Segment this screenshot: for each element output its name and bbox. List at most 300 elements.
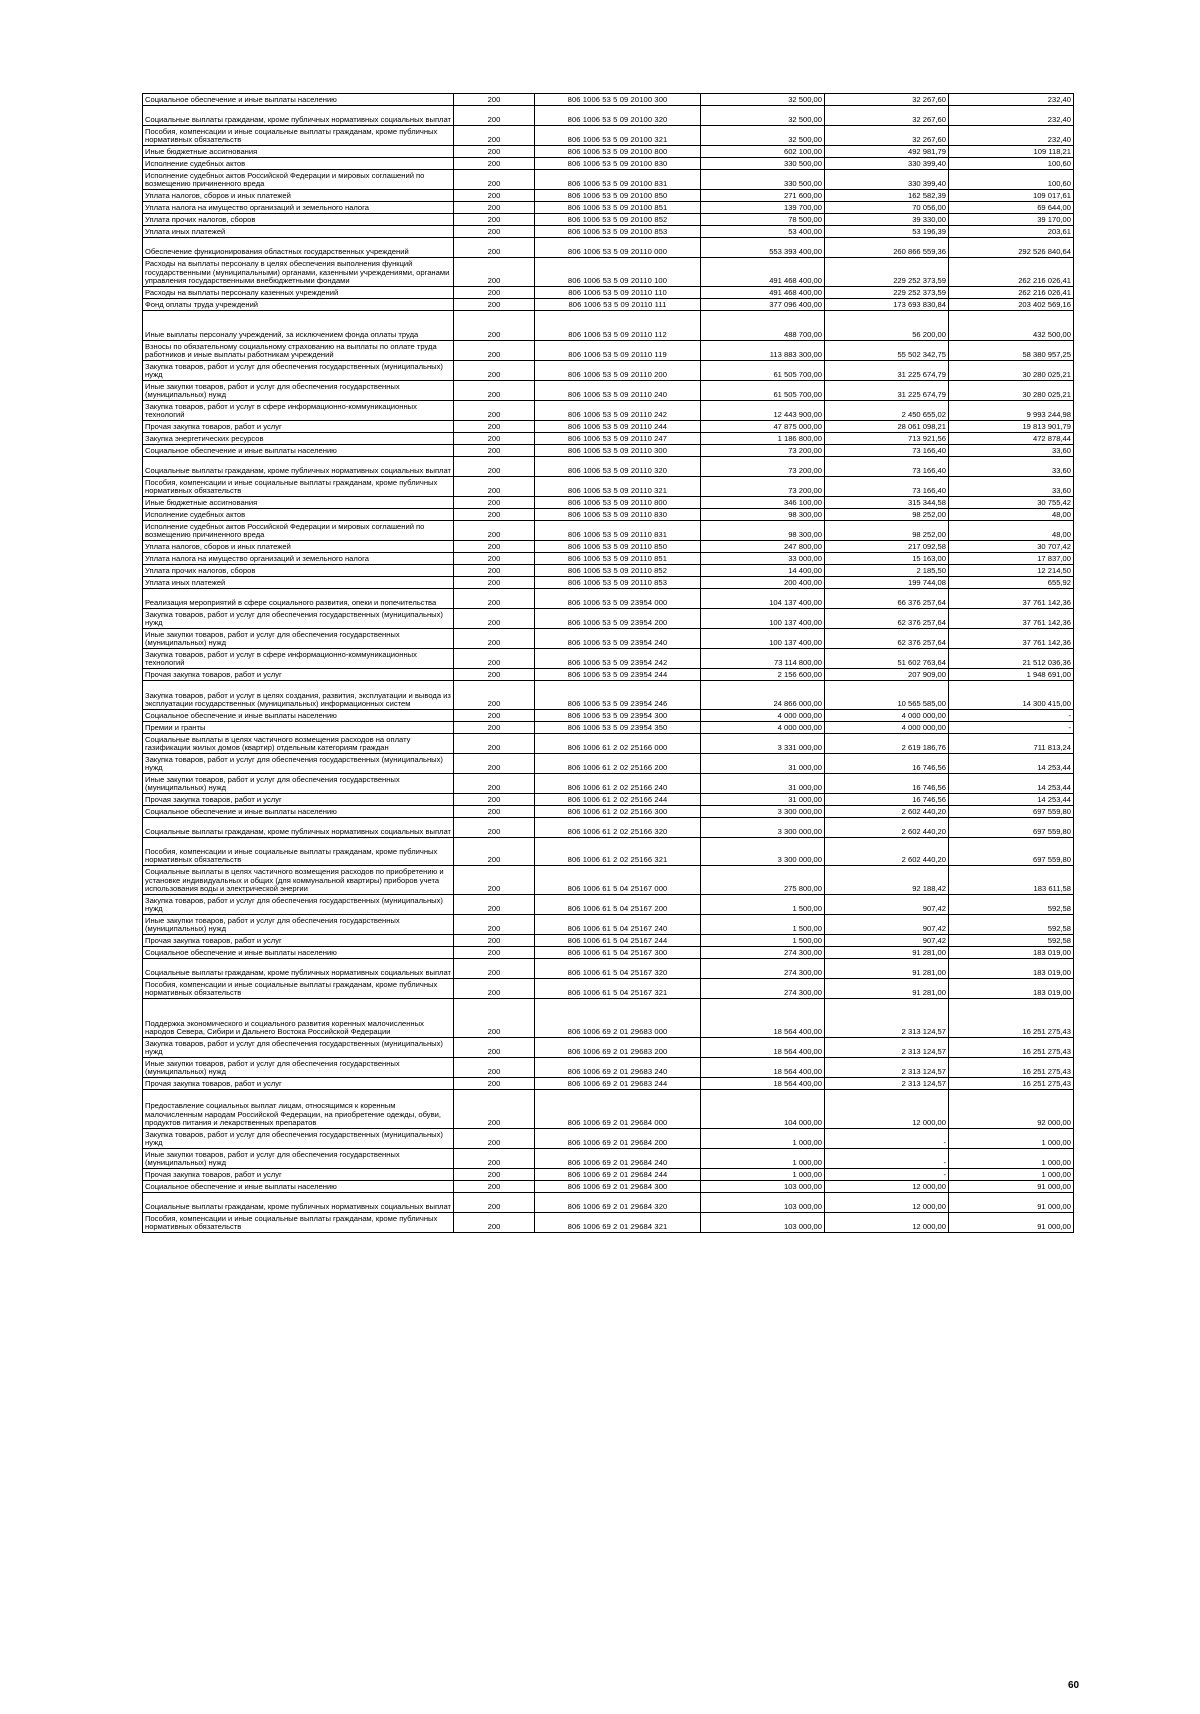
table-row [143, 238, 1074, 258]
executed-amount-cell: 162 582,39 [825, 190, 949, 202]
line-code-cell: 200 [454, 287, 535, 299]
line-code-cell: 200 [454, 979, 535, 999]
unexecuted-amount-cell: 14 253,44 [949, 774, 1074, 794]
approved-amount-cell: 4 000 000,00 [701, 722, 825, 734]
expense-name-cell: Пособия, компенсации и иные социальные выплаты гражданам, кроме публичных нормативных обязательств [143, 838, 454, 866]
expense-name-cell: Поддержка экономического и социального развития коренных малочисленных народов Севера, Сибири и Дальнего Востока Российской Федерации [143, 999, 454, 1038]
executed-amount-cell: 2 313 124,57 [825, 1038, 949, 1058]
line-code-cell: 200 [454, 589, 535, 609]
line-code-cell: 200 [454, 401, 535, 421]
executed-amount-cell: 229 252 373,59 [825, 287, 949, 299]
budget-classification-cell: 806 1006 53 5 09 20110 852 [535, 565, 701, 577]
expense-name-cell: Социальные выплаты гражданам, кроме публичных нормативных социальных выплат [143, 959, 454, 979]
line-code-cell: 200 [454, 361, 535, 381]
approved-amount-cell: 1 000,00 [701, 1169, 825, 1181]
approved-amount-cell: 103 000,00 [701, 1181, 825, 1193]
table-row [143, 1058, 1074, 1078]
budget-classification-cell: 806 1006 53 5 09 20110 830 [535, 509, 701, 521]
executed-amount-cell: 12 000,00 [825, 1213, 949, 1233]
approved-amount-cell: 103 000,00 [701, 1213, 825, 1233]
executed-amount-cell: 260 866 559,36 [825, 238, 949, 258]
approved-amount-cell: 602 100,00 [701, 146, 825, 158]
unexecuted-amount-cell: 16 251 275,43 [949, 999, 1074, 1038]
line-code-cell: 200 [454, 146, 535, 158]
unexecuted-amount-cell: 183 019,00 [949, 947, 1074, 959]
expense-name-cell: Иные закупки товаров, работ и услуг для обеспечения государственных (муниципальных) нужд [143, 381, 454, 401]
expense-name-cell: Расходы на выплаты персоналу в целях обеспечения выполнения функций государственными (муниципальными) органами, казенными учреждениями, органами управления государственными внебюджетными фондами [143, 258, 454, 287]
line-code-cell: 200 [454, 999, 535, 1038]
budget-classification-cell: 806 1006 61 2 02 25166 300 [535, 806, 701, 818]
approved-amount-cell: 104 000,00 [701, 1090, 825, 1129]
approved-amount-cell: 31 000,00 [701, 794, 825, 806]
approved-amount-cell: 330 500,00 [701, 170, 825, 190]
expense-name-cell: Прочая закупка товаров, работ и услуг [143, 794, 454, 806]
approved-amount-cell: 2 156 600,00 [701, 669, 825, 681]
executed-amount-cell: 12 000,00 [825, 1090, 949, 1129]
line-code-cell: 200 [454, 649, 535, 669]
table-row [143, 433, 1074, 445]
table-row [143, 94, 1074, 106]
expense-name-cell: Пособия, компенсации и иные социальные выплаты гражданам, кроме публичных нормативных обязательств [143, 126, 454, 146]
approved-amount-cell: 200 400,00 [701, 577, 825, 589]
table-row [143, 361, 1074, 381]
expense-name-cell: Исполнение судебных актов [143, 158, 454, 170]
budget-classification-cell: 806 1006 61 5 04 25167 321 [535, 979, 701, 999]
budget-classification-cell: 806 1006 53 5 09 23954 246 [535, 681, 701, 710]
approved-amount-cell: 139 700,00 [701, 202, 825, 214]
table-row [143, 609, 1074, 629]
expense-name-cell: Закупка товаров, работ и услуг в сфере информационно-коммуникационных технологий [143, 401, 454, 421]
expense-name-cell: Расходы на выплаты персоналу казенных учреждений [143, 287, 454, 299]
table-row [143, 734, 1074, 754]
executed-amount-cell: - [825, 1169, 949, 1181]
executed-amount-cell: 2 602 440,20 [825, 806, 949, 818]
unexecuted-amount-cell: 203,61 [949, 226, 1074, 238]
table-row [143, 553, 1074, 565]
budget-classification-cell: 806 1006 53 5 09 20110 800 [535, 497, 701, 509]
line-code-cell: 200 [454, 214, 535, 226]
executed-amount-cell: 31 225 674,79 [825, 361, 949, 381]
budget-classification-cell: 806 1006 53 5 09 23954 350 [535, 722, 701, 734]
approved-amount-cell: 98 300,00 [701, 521, 825, 541]
expense-name-cell: Социальное обеспечение и иные выплаты населению [143, 947, 454, 959]
expense-name-cell: Уплата иных платежей [143, 226, 454, 238]
executed-amount-cell: 2 602 440,20 [825, 818, 949, 838]
approved-amount-cell: 1 500,00 [701, 935, 825, 947]
approved-amount-cell: 33 000,00 [701, 553, 825, 565]
line-code-cell: 200 [454, 126, 535, 146]
unexecuted-amount-cell: 91 000,00 [949, 1181, 1074, 1193]
unexecuted-amount-cell: 432 500,00 [949, 311, 1074, 341]
approved-amount-cell: 73 114 800,00 [701, 649, 825, 669]
executed-amount-cell: 2 313 124,57 [825, 999, 949, 1038]
unexecuted-amount-cell: 48,00 [949, 521, 1074, 541]
unexecuted-amount-cell: 183 611,58 [949, 866, 1074, 895]
executed-amount-cell: 39 330,00 [825, 214, 949, 226]
table-row [143, 1090, 1074, 1129]
budget-classification-cell: 806 1006 69 2 01 29683 240 [535, 1058, 701, 1078]
line-code-cell: 200 [454, 959, 535, 979]
line-code-cell: 200 [454, 158, 535, 170]
unexecuted-amount-cell: 37 761 142,36 [949, 609, 1074, 629]
budget-classification-cell: 806 1006 69 2 01 29684 000 [535, 1090, 701, 1129]
unexecuted-amount-cell: 697 559,80 [949, 806, 1074, 818]
unexecuted-amount-cell: 1 000,00 [949, 1169, 1074, 1181]
executed-amount-cell: 53 196,39 [825, 226, 949, 238]
table-row [143, 106, 1074, 126]
executed-amount-cell: 98 252,00 [825, 509, 949, 521]
line-code-cell: 200 [454, 1058, 535, 1078]
expense-name-cell: Социальное обеспечение и иные выплаты населению [143, 1181, 454, 1193]
unexecuted-amount-cell: 21 512 036,36 [949, 649, 1074, 669]
unexecuted-amount-cell: 14 253,44 [949, 794, 1074, 806]
approved-amount-cell: 274 300,00 [701, 947, 825, 959]
table-row [143, 287, 1074, 299]
approved-amount-cell: 61 505 700,00 [701, 361, 825, 381]
line-code-cell: 200 [454, 866, 535, 895]
executed-amount-cell: 91 281,00 [825, 959, 949, 979]
table-row [143, 1181, 1074, 1193]
approved-amount-cell: 491 468 400,00 [701, 287, 825, 299]
line-code-cell: 200 [454, 497, 535, 509]
budget-classification-cell: 806 1006 53 5 09 20110 850 [535, 541, 701, 553]
table-row [143, 959, 1074, 979]
table-row [143, 818, 1074, 838]
approved-amount-cell: 53 400,00 [701, 226, 825, 238]
expense-name-cell: Исполнение судебных актов Российской Федерации и мировых соглашений по возмещению причиненного вреда [143, 521, 454, 541]
budget-classification-cell: 806 1006 61 2 02 25166 244 [535, 794, 701, 806]
unexecuted-amount-cell: 100,60 [949, 170, 1074, 190]
line-code-cell: 200 [454, 722, 535, 734]
line-code-cell: 200 [454, 311, 535, 341]
unexecuted-amount-cell: 655,92 [949, 577, 1074, 589]
line-code-cell: 200 [454, 1169, 535, 1181]
table-row [143, 170, 1074, 190]
table-row [143, 299, 1074, 311]
line-code-cell: 200 [454, 794, 535, 806]
unexecuted-amount-cell: 69 644,00 [949, 202, 1074, 214]
unexecuted-amount-cell: 37 761 142,36 [949, 629, 1074, 649]
line-code-cell: 200 [454, 629, 535, 649]
budget-classification-cell: 806 1006 53 5 09 20100 831 [535, 170, 701, 190]
table-row [143, 158, 1074, 170]
expense-name-cell: Закупка товаров, работ и услуг для обеспечения государственных (муниципальных) нужд [143, 895, 454, 915]
approved-amount-cell: 18 564 400,00 [701, 1058, 825, 1078]
line-code-cell: 200 [454, 226, 535, 238]
expense-name-cell: Социальное обеспечение и иные выплаты населению [143, 94, 454, 106]
approved-amount-cell: 24 866 000,00 [701, 681, 825, 710]
unexecuted-amount-cell: 16 251 275,43 [949, 1078, 1074, 1090]
table-row [143, 669, 1074, 681]
unexecuted-amount-cell: 203 402 569,16 [949, 299, 1074, 311]
executed-amount-cell: 56 200,00 [825, 311, 949, 341]
approved-amount-cell: 3 300 000,00 [701, 818, 825, 838]
line-code-cell: 200 [454, 681, 535, 710]
executed-amount-cell: 12 000,00 [825, 1181, 949, 1193]
table-row [143, 214, 1074, 226]
table-row [143, 935, 1074, 947]
executed-amount-cell: 2 602 440,20 [825, 838, 949, 866]
executed-amount-cell: 330 399,40 [825, 170, 949, 190]
executed-amount-cell: 28 061 098,21 [825, 421, 949, 433]
executed-amount-cell: 907,42 [825, 895, 949, 915]
expense-name-cell: Иные закупки товаров, работ и услуг для обеспечения государственных (муниципальных) нужд [143, 1149, 454, 1169]
unexecuted-amount-cell: 592,58 [949, 935, 1074, 947]
line-code-cell: 200 [454, 509, 535, 521]
line-code-cell: 200 [454, 1181, 535, 1193]
line-code-cell: 200 [454, 258, 535, 287]
budget-classification-cell: 806 1006 69 2 01 29683 200 [535, 1038, 701, 1058]
unexecuted-amount-cell: 16 251 275,43 [949, 1058, 1074, 1078]
expense-name-cell: Прочая закупка товаров, работ и услуг [143, 1169, 454, 1181]
approved-amount-cell: 553 393 400,00 [701, 238, 825, 258]
expense-name-cell: Социальное обеспечение и иные выплаты населению [143, 445, 454, 457]
unexecuted-amount-cell: 92 000,00 [949, 1090, 1074, 1129]
approved-amount-cell: 491 468 400,00 [701, 258, 825, 287]
line-code-cell: 200 [454, 299, 535, 311]
unexecuted-amount-cell: 232,40 [949, 126, 1074, 146]
budget-classification-cell: 806 1006 69 2 01 29684 320 [535, 1193, 701, 1213]
unexecuted-amount-cell: 232,40 [949, 106, 1074, 126]
unexecuted-amount-cell: 100,60 [949, 158, 1074, 170]
executed-amount-cell: 73 166,40 [825, 457, 949, 477]
expense-name-cell: Пособия, компенсации и иные социальные выплаты гражданам, кроме публичных нормативных обязательств [143, 477, 454, 497]
expense-name-cell: Социальное обеспечение и иные выплаты населению [143, 806, 454, 818]
budget-classification-cell: 806 1006 53 5 09 20100 852 [535, 214, 701, 226]
approved-amount-cell: 1 500,00 [701, 895, 825, 915]
approved-amount-cell: 32 500,00 [701, 106, 825, 126]
budget-classification-cell: 806 1006 69 2 01 29683 244 [535, 1078, 701, 1090]
table-row [143, 754, 1074, 774]
line-code-cell: 200 [454, 838, 535, 866]
unexecuted-amount-cell: 109 118,21 [949, 146, 1074, 158]
table-row [143, 565, 1074, 577]
executed-amount-cell: 907,42 [825, 915, 949, 935]
executed-amount-cell: 31 225 674,79 [825, 381, 949, 401]
budget-classification-cell: 806 1006 53 5 09 20110 300 [535, 445, 701, 457]
approved-amount-cell: 98 300,00 [701, 509, 825, 521]
table-row [143, 915, 1074, 935]
expense-name-cell: Социальные выплаты в целях частичного возмещения расходов по приобретению и установке индивидуальных и общих (для коммунальной квартиры) приборов учета использования воды и электрической энергии [143, 866, 454, 895]
table-row [143, 1213, 1074, 1233]
expense-name-cell: Взносы по обязательному социальному страхованию на выплаты по оплате труда работников и иные выплаты работникам учреждений [143, 341, 454, 361]
table-row [143, 629, 1074, 649]
approved-amount-cell: 274 300,00 [701, 959, 825, 979]
table-row [143, 421, 1074, 433]
expense-name-cell: Иные закупки товаров, работ и услуг для обеспечения государственных (муниципальных) нужд [143, 774, 454, 794]
executed-amount-cell: 70 056,00 [825, 202, 949, 214]
unexecuted-amount-cell: 262 216 026,41 [949, 258, 1074, 287]
line-code-cell: 200 [454, 754, 535, 774]
budget-classification-cell: 806 1006 53 5 09 20110 000 [535, 238, 701, 258]
expense-name-cell: Закупка товаров, работ и услуг для обеспечения государственных (муниципальных) нужд [143, 609, 454, 629]
expense-name-cell: Премии и гранты [143, 722, 454, 734]
budget-classification-cell: 806 1006 53 5 09 23954 242 [535, 649, 701, 669]
unexecuted-amount-cell: 183 019,00 [949, 959, 1074, 979]
line-code-cell: 200 [454, 1213, 535, 1233]
unexecuted-amount-cell: 12 214,50 [949, 565, 1074, 577]
line-code-cell: 200 [454, 806, 535, 818]
budget-classification-cell: 806 1006 53 5 09 23954 300 [535, 710, 701, 722]
executed-amount-cell: 217 092,58 [825, 541, 949, 553]
table-row [143, 589, 1074, 609]
line-code-cell: 200 [454, 477, 535, 497]
executed-amount-cell: 330 399,40 [825, 158, 949, 170]
table-row [143, 1193, 1074, 1213]
expense-name-cell: Закупка товаров, работ и услуг для обеспечения государственных (муниципальных) нужд [143, 1129, 454, 1149]
table-row [143, 202, 1074, 214]
executed-amount-cell: 2 619 186,76 [825, 734, 949, 754]
expense-name-cell: Уплата иных платежей [143, 577, 454, 589]
table-row [143, 226, 1074, 238]
unexecuted-amount-cell: 48,00 [949, 509, 1074, 521]
line-code-cell: 200 [454, 381, 535, 401]
expense-name-cell: Пособия, компенсации и иные социальные выплаты гражданам, кроме публичных нормативных обязательств [143, 1213, 454, 1233]
unexecuted-amount-cell: 30 280 025,21 [949, 381, 1074, 401]
budget-classification-cell: 806 1006 61 2 02 25166 200 [535, 754, 701, 774]
expense-name-cell: Реализация мероприятий в сфере социального развития, опеки и попечительства [143, 589, 454, 609]
unexecuted-amount-cell: 697 559,80 [949, 838, 1074, 866]
unexecuted-amount-cell: 472 878,44 [949, 433, 1074, 445]
line-code-cell: 200 [454, 1090, 535, 1129]
budget-classification-cell: 806 1006 53 5 09 23954 240 [535, 629, 701, 649]
executed-amount-cell: 32 267,60 [825, 126, 949, 146]
budget-classification-cell: 806 1006 69 2 01 29684 300 [535, 1181, 701, 1193]
table-row [143, 126, 1074, 146]
table-row [143, 1129, 1074, 1149]
budget-classification-cell: 806 1006 61 2 02 25166 000 [535, 734, 701, 754]
executed-amount-cell: 62 376 257,64 [825, 629, 949, 649]
line-code-cell: 200 [454, 341, 535, 361]
line-code-cell: 200 [454, 521, 535, 541]
table-row [143, 999, 1074, 1038]
unexecuted-amount-cell: 697 559,80 [949, 818, 1074, 838]
expense-name-cell: Иные закупки товаров, работ и услуг для обеспечения государственных (муниципальных) нужд [143, 915, 454, 935]
expense-name-cell: Социальное обеспечение и иные выплаты населению [143, 710, 454, 722]
approved-amount-cell: 32 500,00 [701, 94, 825, 106]
budget-classification-cell: 806 1006 53 5 09 23954 200 [535, 609, 701, 629]
line-code-cell: 200 [454, 1193, 535, 1213]
budget-classification-cell: 806 1006 61 2 02 25166 320 [535, 818, 701, 838]
unexecuted-amount-cell: 33,60 [949, 445, 1074, 457]
expense-name-cell: Уплата налога на имущество организаций и земельного налога [143, 202, 454, 214]
line-code-cell: 200 [454, 947, 535, 959]
unexecuted-amount-cell: 16 251 275,43 [949, 1038, 1074, 1058]
unexecuted-amount-cell: 30 755,42 [949, 497, 1074, 509]
table-row [143, 895, 1074, 915]
approved-amount-cell: 103 000,00 [701, 1193, 825, 1213]
executed-amount-cell: 4 000 000,00 [825, 710, 949, 722]
table-row [143, 710, 1074, 722]
budget-classification-cell: 806 1006 61 5 04 25167 244 [535, 935, 701, 947]
expense-name-cell: Прочая закупка товаров, работ и услуг [143, 1078, 454, 1090]
budget-classification-cell: 806 1006 53 5 09 20110 853 [535, 577, 701, 589]
table-row [143, 979, 1074, 999]
unexecuted-amount-cell: 1 000,00 [949, 1149, 1074, 1169]
budget-classification-cell: 806 1006 61 2 02 25166 321 [535, 838, 701, 866]
budget-classification-cell: 806 1006 53 5 09 20110 320 [535, 457, 701, 477]
expense-name-cell: Уплата налогов, сборов и иных платежей [143, 541, 454, 553]
table-row [143, 190, 1074, 202]
budget-classification-cell: 806 1006 69 2 01 29684 200 [535, 1129, 701, 1149]
budget-classification-cell: 806 1006 53 5 09 23954 244 [535, 669, 701, 681]
budget-classification-cell: 806 1006 53 5 09 20110 200 [535, 361, 701, 381]
expense-name-cell: Прочая закупка товаров, работ и услуг [143, 669, 454, 681]
executed-amount-cell: 91 281,00 [825, 947, 949, 959]
executed-amount-cell: 10 565 585,00 [825, 681, 949, 710]
expense-name-cell: Пособия, компенсации и иные социальные выплаты гражданам, кроме публичных нормативных обязательств [143, 979, 454, 999]
executed-amount-cell: 229 252 373,59 [825, 258, 949, 287]
expense-name-cell: Иные закупки товаров, работ и услуг для обеспечения государственных (муниципальных) нужд [143, 629, 454, 649]
approved-amount-cell: 18 564 400,00 [701, 999, 825, 1038]
expense-name-cell: Обеспечение функционирования областных государственных учреждений [143, 238, 454, 258]
budget-classification-cell: 806 1006 53 5 09 20110 321 [535, 477, 701, 497]
line-code-cell: 200 [454, 915, 535, 935]
executed-amount-cell: 207 909,00 [825, 669, 949, 681]
line-code-cell: 200 [454, 445, 535, 457]
unexecuted-amount-cell: 30 707,42 [949, 541, 1074, 553]
budget-classification-cell: 806 1006 61 5 04 25167 240 [535, 915, 701, 935]
table-row [143, 1149, 1074, 1169]
expense-name-cell: Прочая закупка товаров, работ и услуг [143, 935, 454, 947]
unexecuted-amount-cell: 262 216 026,41 [949, 287, 1074, 299]
unexecuted-amount-cell: 91 000,00 [949, 1193, 1074, 1213]
unexecuted-amount-cell: 37 761 142,36 [949, 589, 1074, 609]
expense-name-cell: Закупка энергетических ресурсов [143, 433, 454, 445]
expense-name-cell: Закупка товаров, работ и услуг в целях создания, развития, эксплуатации и вывода из эксплуатации государственных (муниципальных) информационных систем [143, 681, 454, 710]
line-code-cell: 200 [454, 577, 535, 589]
unexecuted-amount-cell: - [949, 710, 1074, 722]
table-row [143, 497, 1074, 509]
approved-amount-cell: 3 300 000,00 [701, 806, 825, 818]
executed-amount-cell: 4 000 000,00 [825, 722, 949, 734]
approved-amount-cell: 18 564 400,00 [701, 1078, 825, 1090]
budget-classification-cell: 806 1006 53 5 09 20100 830 [535, 158, 701, 170]
line-code-cell: 200 [454, 734, 535, 754]
approved-amount-cell: 73 200,00 [701, 457, 825, 477]
approved-amount-cell: 247 800,00 [701, 541, 825, 553]
table-row [143, 681, 1074, 710]
expense-name-cell: Прочая закупка товаров, работ и услуг [143, 421, 454, 433]
executed-amount-cell: 66 376 257,64 [825, 589, 949, 609]
expense-name-cell: Социальные выплаты гражданам, кроме публичных нормативных социальных выплат [143, 457, 454, 477]
line-code-cell: 200 [454, 170, 535, 190]
approved-amount-cell: 1 186 800,00 [701, 433, 825, 445]
unexecuted-amount-cell: 39 170,00 [949, 214, 1074, 226]
line-code-cell: 200 [454, 1078, 535, 1090]
budget-classification-cell: 806 1006 53 5 09 20110 110 [535, 287, 701, 299]
approved-amount-cell: 14 400,00 [701, 565, 825, 577]
line-code-cell: 200 [454, 774, 535, 794]
budget-classification-cell: 806 1006 53 5 09 20110 242 [535, 401, 701, 421]
table-row [143, 401, 1074, 421]
unexecuted-amount-cell: 292 526 840,64 [949, 238, 1074, 258]
approved-amount-cell: 113 883 300,00 [701, 341, 825, 361]
expense-name-cell: Социальные выплаты гражданам, кроме публичных нормативных социальных выплат [143, 106, 454, 126]
approved-amount-cell: 73 200,00 [701, 445, 825, 457]
table-row [143, 577, 1074, 589]
table-row [143, 146, 1074, 158]
approved-amount-cell: 31 000,00 [701, 774, 825, 794]
executed-amount-cell: 32 267,60 [825, 94, 949, 106]
executed-amount-cell: 73 166,40 [825, 477, 949, 497]
budget-classification-cell: 806 1006 53 5 09 20100 850 [535, 190, 701, 202]
budget-classification-cell: 806 1006 69 2 01 29684 240 [535, 1149, 701, 1169]
budget-classification-cell: 806 1006 69 2 01 29684 321 [535, 1213, 701, 1233]
budget-classification-cell: 806 1006 53 5 09 20110 119 [535, 341, 701, 361]
budget-classification-cell: 806 1006 53 5 09 20110 831 [535, 521, 701, 541]
budget-classification-cell: 806 1006 61 5 04 25167 000 [535, 866, 701, 895]
